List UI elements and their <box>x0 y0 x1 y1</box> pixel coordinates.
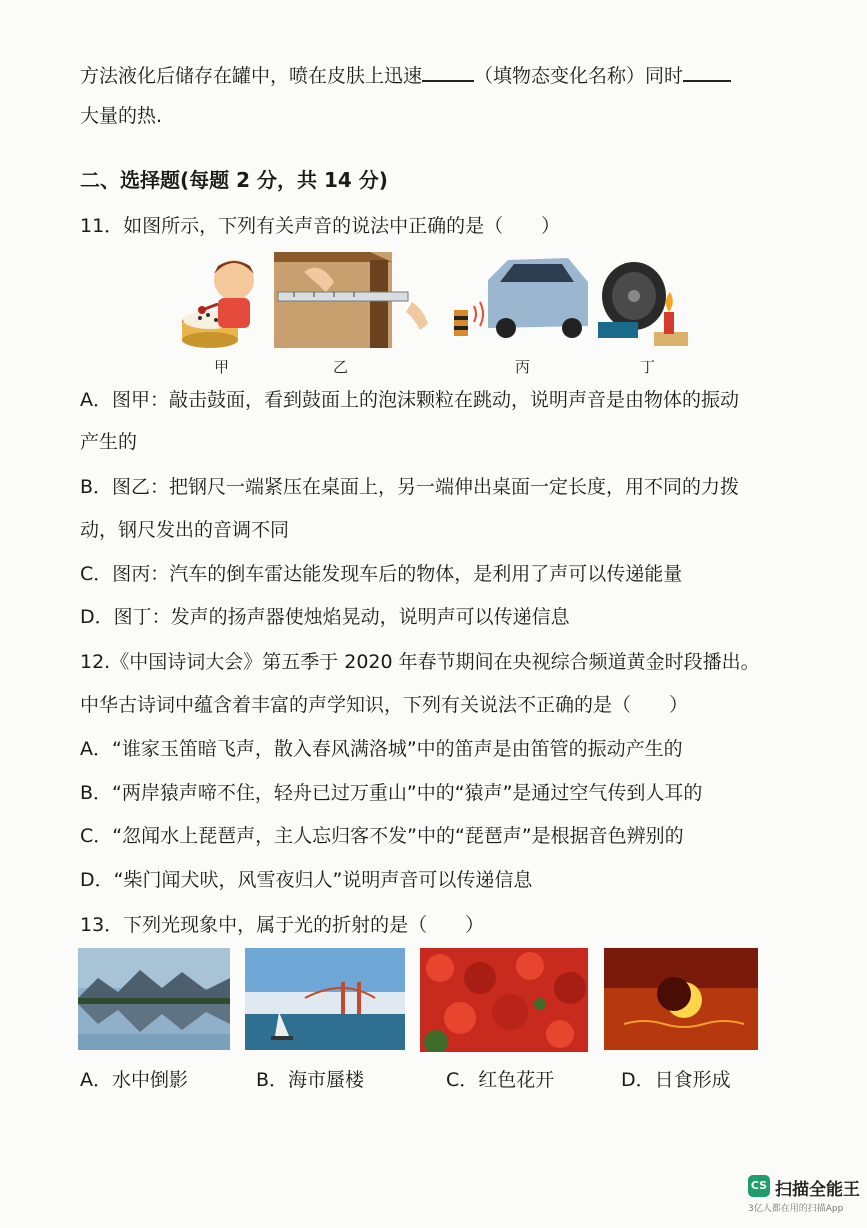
q11-option-b-line-2: 动，钢尺发出的音调不同 <box>80 519 290 541</box>
figure-yi-ruler <box>274 252 444 348</box>
q10-line-1 <box>80 62 731 88</box>
caption-yi: 乙 <box>333 358 349 376</box>
caption-jia: 甲 <box>214 358 230 376</box>
q12-stem-line-2: 中华古诗词中蕴含着丰富的声学知识，下列有关说法不正确的是（ ） <box>80 694 689 716</box>
figure-ding-speaker <box>598 258 690 350</box>
q10-blank-2 <box>683 62 731 82</box>
q10-text-a: 方法液化后储存在罐中，喷在皮肤上迅速 <box>80 65 423 87</box>
caption-ding: 丁 <box>640 358 656 376</box>
figure-jia-drum <box>178 252 270 348</box>
photo-solar-eclipse <box>604 948 758 1050</box>
q12-option-d: D．“柴门闻犬吠，风雪夜归人”说明声音可以传递信息 <box>80 869 533 891</box>
q11-option-c: C．图丙：汽车的倒车雷达能发现车后的物体，是利用了声可以传递能量 <box>80 563 683 585</box>
q11-option-b-line-1: B．图乙：把钢尺一端紧压在桌面上，另一端伸出桌面一定长度，用不同的力拨 <box>80 476 740 498</box>
q12-stem-line-1: 12.《中国诗词大会》第五季于 2020 年春节期间在央视综合频道黄金时段播出。 <box>80 651 760 673</box>
q11-stem: 11．如图所示，下列有关声音的说法中正确的是（ ） <box>80 215 561 237</box>
scanner-logo-icon: CS <box>748 1175 770 1197</box>
scanner-app-name: 扫描全能王 <box>775 1180 860 1200</box>
q13-option-d: D．日食形成 <box>621 1069 731 1091</box>
q13-stem: 13．下列光现象中，属于光的折射的是（ ） <box>80 914 485 936</box>
figure-bing-car-radar <box>448 256 594 342</box>
q10-text-b: （填物态变化名称）同时 <box>474 65 684 87</box>
photo-mirage <box>245 948 405 1050</box>
q10-blank-1 <box>422 62 474 82</box>
q12-option-c: C．“忽闻水上琵琶声，主人忘归客不发”中的“琵琶声”是根据音色辨别的 <box>80 825 684 847</box>
q11-option-d: D．图丁：发声的扬声器使烛焰晃动，说明声可以传递信息 <box>80 606 570 628</box>
q12-option-a: A．“谁家玉笛暗飞声，散入春风满洛城”中的笛声是由笛管的振动产生的 <box>80 738 683 760</box>
scanner-tagline: 3亿人都在用的扫描App <box>748 1204 844 1214</box>
q11-option-a-line-1: A．图甲：敲击鼓面，看到鼓面上的泡沫颗粒在跳动，说明声音是由物体的振动 <box>80 389 739 411</box>
q13-option-c: C．红色花开 <box>446 1069 555 1091</box>
q13-option-b: B．海市蜃楼 <box>256 1069 365 1091</box>
photo-reflection <box>78 948 230 1050</box>
q11-option-a-line-2: 产生的 <box>80 431 138 453</box>
caption-bing: 丙 <box>515 358 531 376</box>
q10-line-2: 大量的热. <box>80 105 163 127</box>
q13-option-a: A．水中倒影 <box>80 1069 188 1091</box>
photo-red-flowers <box>420 948 588 1052</box>
section-title: 二、选择题(每题 2 分，共 14 分) <box>80 168 388 192</box>
q12-option-b: B．“两岸猿声啼不住，轻舟已过万重山”中的“猿声”是通过空气传到人耳的 <box>80 782 703 804</box>
